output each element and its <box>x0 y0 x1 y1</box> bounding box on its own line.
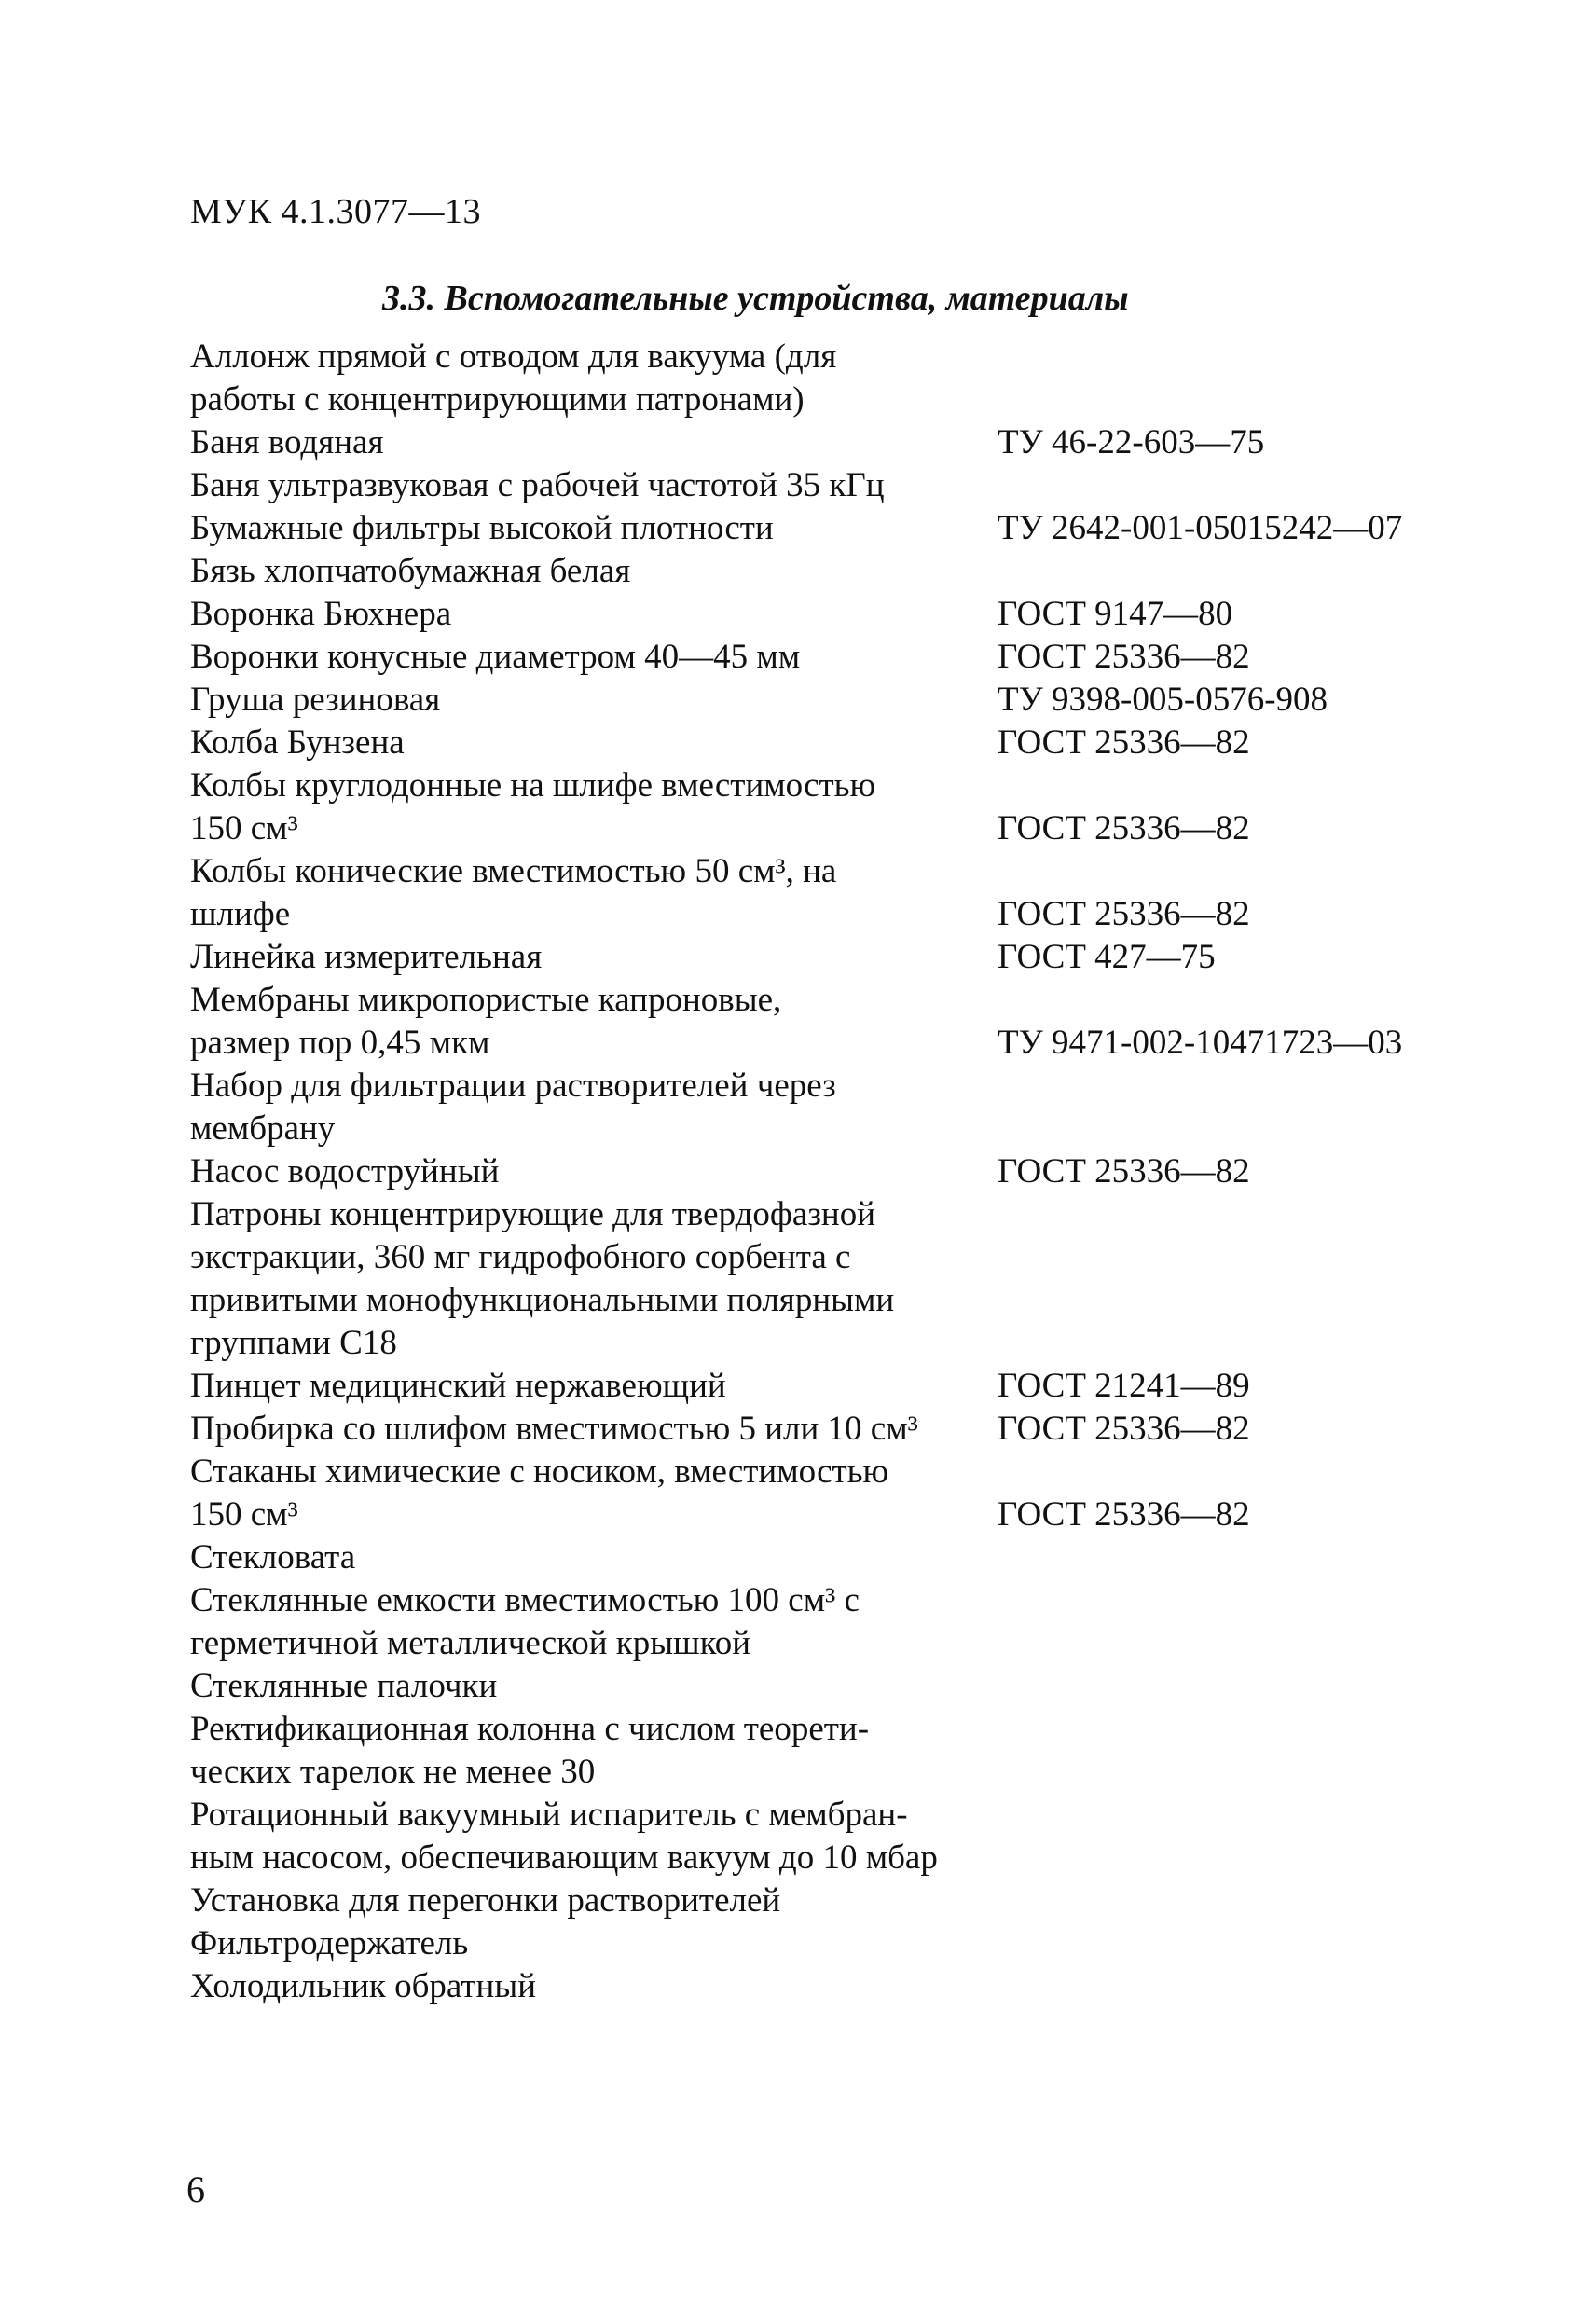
list-item <box>190 764 1495 850</box>
item-name: Набор для фильтрации растворителей через мембрану <box>190 1067 836 1148</box>
item-name: Бязь хлопчатобумажная белая <box>190 552 631 590</box>
list-item <box>190 1451 1495 1536</box>
item-name: Мембраны микропористые капроновые, размер пор 0,45 мкм <box>190 981 782 1062</box>
list-item <box>190 1665 1495 1708</box>
item-standard: ГОСТ 25336—82 <box>998 1152 1250 1191</box>
item-name: Колбы круглодонные на шлифе вместимостью 150 см³ <box>190 766 876 847</box>
item-name: Патроны концентрирующие для твердофазной экстракции, 360 мг гидрофобного сорбента с привитыми монофункциональными полярными группами С18 <box>190 1195 895 1362</box>
item-standard: ГОСТ 25336—82 <box>998 723 1250 762</box>
item-name: Ротационный вакуумный испаритель с мембран- ным насосом, обеспечивающим вакуум до 10 мбар <box>190 1796 938 1877</box>
list-item <box>190 679 1495 722</box>
item-name: Фильтродержатель <box>190 1924 469 1962</box>
list-item <box>190 550 1495 593</box>
item-name: Стекловата <box>190 1538 356 1576</box>
list-item <box>190 1365 1495 1408</box>
item-name: Колба Бунзена <box>190 723 405 762</box>
item-name: Баня водяная <box>190 423 384 461</box>
item-standard: ГОСТ 25336—82 <box>998 1410 1250 1448</box>
list-item <box>190 850 1495 936</box>
item-name: Холодильник обратный <box>190 1967 537 2005</box>
item-name: Колбы конические вместимостью 50 см³, на шлифе <box>190 852 837 933</box>
list-item <box>190 636 1495 679</box>
equipment-list <box>190 336 1495 2008</box>
list-item <box>190 1879 1495 1922</box>
document-header: МУК 4.1.3077—13 <box>190 192 482 231</box>
item-standard: ТУ 9398-005-0576-908 <box>998 681 1328 719</box>
item-standard: ТУ 2642-001-05015242—07 <box>998 509 1403 547</box>
list-item <box>190 1708 1495 1794</box>
item-standard: ГОСТ 9147—80 <box>998 595 1233 633</box>
item-name: Насос водоструйный <box>190 1152 500 1191</box>
item-standard: ГОСТ 25336—82 <box>998 809 1250 847</box>
list-item <box>190 1408 1495 1451</box>
item-standard: ГОСТ 25336—82 <box>998 1495 1250 1534</box>
list-item <box>190 421 1495 464</box>
item-standard: ГОСТ 427—75 <box>998 938 1216 976</box>
item-name: Стеклянные емкости вместимостью 100 см³ с герметичной металлической крышкой <box>190 1581 860 1662</box>
item-name: Линейка измерительная <box>190 938 543 976</box>
list-item <box>190 1536 1495 1579</box>
item-name: Стаканы химические с носиком, вместимостью 150 см³ <box>190 1453 889 1534</box>
item-standard: ГОСТ 25336—82 <box>998 638 1250 676</box>
item-name: Пробирка со шлифом вместимостью 5 или 10 см³ <box>190 1410 918 1448</box>
list-item <box>190 936 1495 979</box>
list-item <box>190 722 1495 764</box>
item-name: Воронка Бюхнера <box>190 595 452 633</box>
item-name: Аллонж прямой с отводом для вакуума (для работы с концентрирующими патронами) <box>190 337 837 419</box>
item-standard: ТУ 46-22-603—75 <box>998 423 1265 461</box>
item-name: Баня ультразвуковая с рабочей частотой 35 кГц <box>190 466 885 504</box>
page-number: 6 <box>186 2168 205 2210</box>
item-standard: ГОСТ 21241—89 <box>998 1367 1250 1405</box>
item-name: Установка для перегонки растворителей <box>190 1881 781 1920</box>
list-item <box>190 593 1495 636</box>
list-item <box>190 1922 1495 1965</box>
list-item <box>190 336 1495 421</box>
item-standard: ТУ 9471-002-10471723—03 <box>998 1024 1403 1062</box>
list-item <box>190 1579 1495 1665</box>
list-item <box>190 464 1495 507</box>
list-item <box>190 1794 1495 1879</box>
list-item <box>190 979 1495 1065</box>
item-name: Стеклянные палочки <box>190 1667 498 1705</box>
section-title: 3.3. Вспомогательные устройства, материалы <box>382 279 1129 318</box>
item-name: Бумажные фильтры высокой плотности <box>190 509 774 547</box>
list-item <box>190 1193 1495 1365</box>
list-item <box>190 1150 1495 1193</box>
list-item <box>190 1065 1495 1150</box>
item-standard: ГОСТ 25336—82 <box>998 895 1250 933</box>
item-name: Пинцет медицинский нержавеющий <box>190 1367 726 1405</box>
list-item <box>190 1965 1495 2008</box>
item-name: Ректификационная колонна с числом теорети- ческих тарелок не менее 30 <box>190 1710 870 1791</box>
item-name: Воронки конусные диаметром 40—45 мм <box>190 638 801 676</box>
list-item <box>190 507 1495 550</box>
item-name: Груша резиновая <box>190 681 441 719</box>
